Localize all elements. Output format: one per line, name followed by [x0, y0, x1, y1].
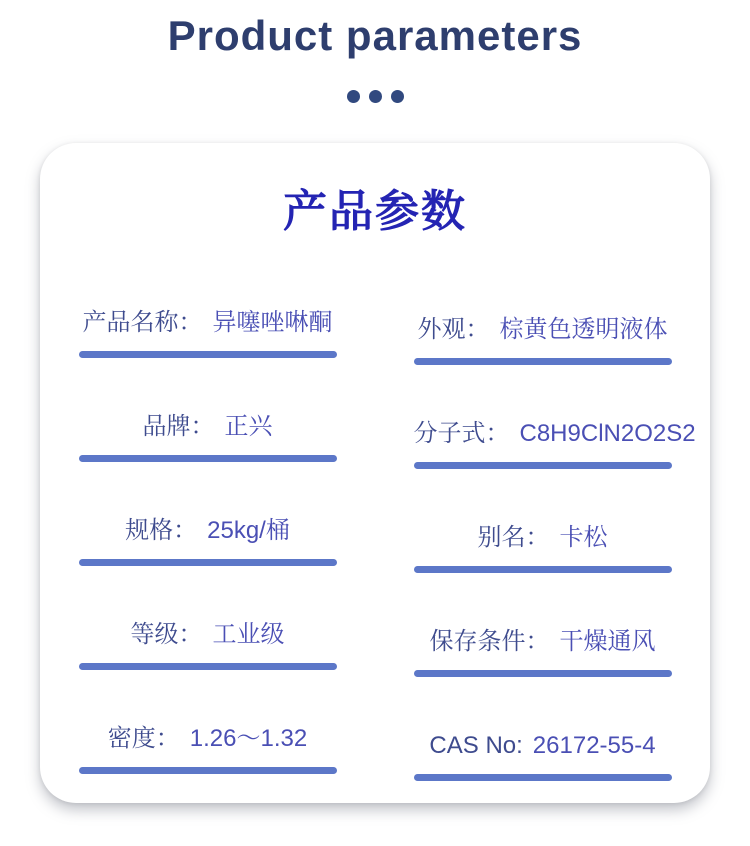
param-text: [79, 619, 337, 650]
param-label: 等级：: [130, 621, 203, 648]
param-underline: [79, 455, 337, 462]
param-cell-storage-conditions: [414, 626, 672, 677]
param-cell-alias: [414, 522, 672, 573]
param-text: [79, 411, 337, 442]
param-value: 异噻唑啉酮: [212, 309, 333, 336]
param-underline: [414, 774, 672, 781]
product-parameters-card: [40, 143, 710, 803]
param-value: 1.26～1.32: [189, 725, 308, 752]
dot-icon: [391, 90, 404, 103]
dot-icon: [369, 90, 382, 103]
param-text: [414, 626, 672, 657]
param-label: 品牌：: [142, 413, 215, 440]
card-heading: 产品参数: [283, 187, 467, 236]
param-cell-cas-no: [414, 730, 672, 781]
param-text: [414, 522, 672, 553]
param-value: 工业级: [212, 621, 285, 648]
param-label: 保存条件：: [429, 628, 550, 655]
param-underline: [79, 767, 337, 774]
param-label: 分子式：: [413, 420, 510, 447]
param-label: 规格：: [125, 517, 198, 544]
param-label: 外观：: [417, 316, 490, 343]
param-text: [414, 730, 672, 761]
param-underline: [79, 559, 337, 566]
param-cell-grade: [79, 619, 337, 670]
param-underline: [414, 462, 672, 469]
param-value: 正兴: [224, 413, 273, 440]
param-label: 产品名称：: [82, 309, 203, 336]
param-underline: [79, 351, 337, 358]
param-value: 25kg/桶: [207, 517, 290, 544]
param-underline: [414, 670, 672, 677]
page-title: Product parameters: [167, 12, 583, 59]
param-value: C8H9ClN2O2S2: [519, 420, 696, 447]
param-label: CAS No:: [429, 732, 523, 759]
param-cell-specification: [79, 515, 337, 566]
parameters-grid: [40, 239, 710, 774]
param-underline: [414, 358, 672, 365]
title-dots-decoration: [0, 90, 750, 103]
param-text: [413, 418, 696, 449]
dot-icon: [347, 90, 360, 103]
param-underline: [414, 566, 672, 573]
param-cell-density: [79, 723, 337, 774]
param-value: 26172-55-4: [532, 732, 656, 759]
param-cell-product-name: [79, 307, 337, 358]
param-cell-molecular-formula: [413, 418, 696, 469]
param-value: 棕黄色透明液体: [499, 316, 668, 343]
param-text: [79, 307, 337, 338]
param-underline: [79, 663, 337, 670]
param-value: 卡松: [559, 524, 608, 551]
param-text: [79, 515, 337, 546]
param-cell-brand: [79, 411, 337, 462]
param-label: 别名：: [477, 524, 550, 551]
param-text: [79, 723, 337, 754]
param-text: [414, 314, 672, 345]
param-cell-appearance: [414, 314, 672, 365]
param-value: 干燥通风: [559, 628, 656, 655]
param-label: 密度：: [107, 725, 180, 752]
